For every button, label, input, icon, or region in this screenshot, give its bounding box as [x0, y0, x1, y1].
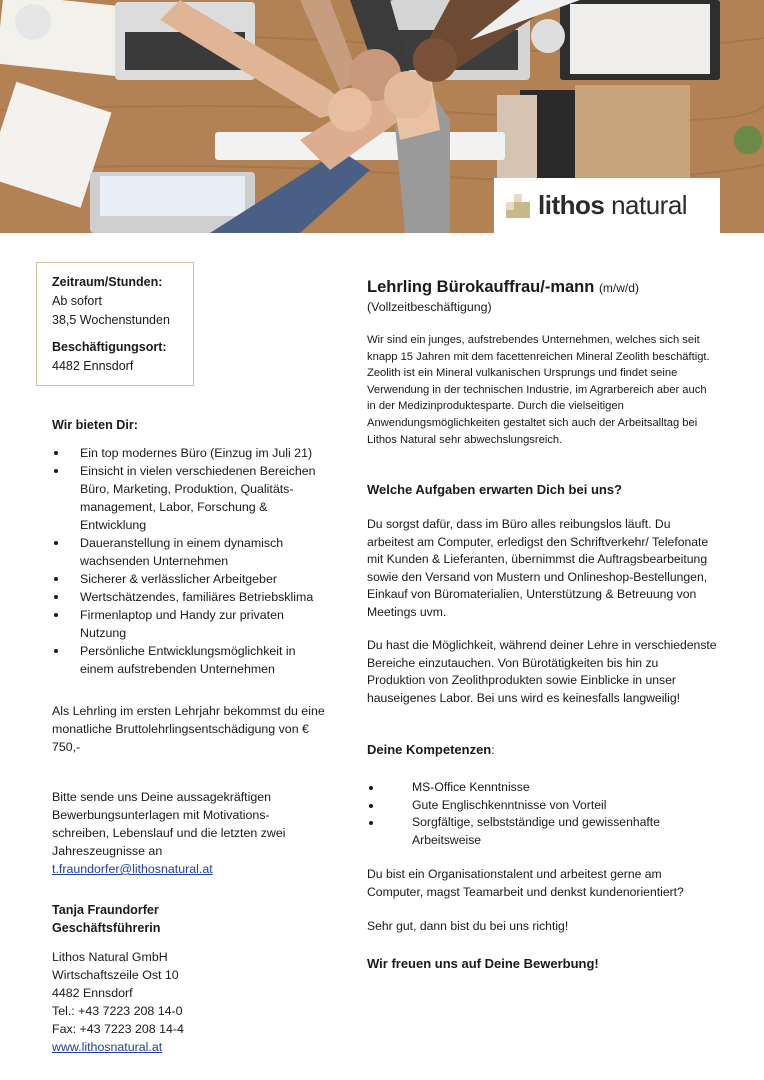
skills-list: [367, 779, 717, 849]
job-header: [367, 276, 717, 317]
list-item: MS-Office Kenntnisse: [367, 779, 717, 797]
skills-heading-row: Deine Kompetenzen:: [367, 742, 495, 757]
list-item: Persönliche Entwicklungsmöglichkeit in einem aufstrebenden Unternehmen: [52, 642, 332, 678]
company-logo: [494, 178, 720, 233]
logo-wordmark: lithos natural: [538, 190, 688, 220]
list-item: Sicherer & verlässlicher Arbeitgeber: [52, 570, 332, 588]
application-email-link[interactable]: t.fraundorfer@lithosnatural.at: [52, 862, 213, 876]
list-item: Daueranstellung in einem dynamisch wachsenden Unternehmen: [52, 534, 332, 570]
closing-call-to-action: Wir freuen uns auf Deine Bewerbung!: [367, 956, 599, 971]
location-value: 4482 Ennsdorf: [52, 359, 134, 373]
benefits-heading: Wir bieten Dir:: [52, 418, 138, 432]
company-address: [52, 948, 332, 1056]
list-item: Sorgfältige, selbstständige und gewissenhafte Arbeitsweise: [367, 814, 717, 849]
company-phone: Tel.: +43 7223 208 14-0: [52, 1004, 183, 1018]
period-label: Zeitraum/Stunden:: [52, 275, 163, 289]
job-title: Lehrling Bürokauffrau/-mann (m/w/d): [367, 278, 639, 296]
period-start: Ab sofort: [52, 294, 103, 308]
application-section: [52, 788, 322, 878]
skills-heading: Deine Kompetenzen: [367, 742, 492, 757]
list-item: Firmenlaptop und Handy zur privaten Nutzung: [52, 606, 332, 642]
location-label: Beschäftigungsort:: [52, 340, 167, 354]
contact-role: Geschäftsführerin: [52, 921, 161, 935]
application-text: Bitte sende uns Deine aussagekräftigen Bewerbungsunterlagen mit Motivations-schreiben, Lebenslauf und die letzten zwei Jahreszeugnisse an: [52, 790, 286, 858]
lithos-logo-icon: [506, 194, 530, 218]
job-facts-box: [36, 262, 194, 386]
tasks-paragraph-1: Du sorgst dafür, dass im Büro alles reibungslos läuft. Du arbeitest am Computer, erledigst den Schriftverkehr/ Telefonate mit Kunden & Lieferanten, übernimmst die Auftragsbearbeitung sowie den Versand von Mustern und Onlineshop-Bestellungen, Einkauf von Büromaterialien, Unterstützung & Betreuung von Meetings uvm.: [367, 517, 709, 619]
salary-text: Als Lehrling im ersten Lehrjahr bekommst du eine monatliche Bruttolehrlingsentschädigung von € 750,-: [52, 704, 325, 754]
skills-closing: Du bist ein Organisationstalent und arbeitest gerne am Computer, magst Teamarbeit und denkst kundenorientiert?: [367, 867, 684, 899]
job-title-suffix: (m/w/d): [598, 281, 639, 295]
benefits-list: [52, 444, 332, 678]
company-name: Lithos Natural GmbH: [52, 950, 168, 964]
list-item: Einsicht in vielen verschiedenen Bereichen Büro, Marketing, Produktion, Qualitäts-management, Labor, Forschung & Entwicklung: [52, 462, 332, 534]
fit-statement: Sehr gut, dann bist du bei uns richtig!: [367, 919, 569, 933]
employment-type: (Vollzeitbeschäftigung): [367, 300, 492, 314]
list-item: Gute Englischkenntnisse von Vorteil: [367, 797, 717, 815]
website-link[interactable]: www.lithosnatural.at: [52, 1040, 163, 1054]
tasks-paragraph-2: Du hast die Möglichkeit, während deiner Lehre in verschiedenste Bereiche einzutauchen. Von Bürotätigkeiten bis hin zu Produktion von Zeolithprodukten sowie Einblicke in unser hauseigenes Labor. Bei uns wird es keinesfalls langweilig!: [367, 638, 717, 705]
company-intro: Wir sind ein junges, aufstrebendes Unternehmen, welches sich seit knapp 15 Jahren mit dem facettenreichen Mineral Zeolith beschäftigt. Zeolith ist ein Mineral vulkanischen Ursprungs und findet seine Verwendung in der technischen Industrie, im Agrarbereich aber auch in der Medizinproduktesparte. Durch die vielseitigen Anwendungsmöglichkeiten gestaltet sich auch der Arbeitsalltag bei Lithos Natural sehr abwechslungsreich.: [367, 334, 710, 446]
period-hours: 38,5 Wochenstunden: [52, 313, 170, 327]
company-street: Wirtschaftszeile Ost 10: [52, 968, 179, 982]
company-fax: Fax: +43 7223 208 14-4: [52, 1022, 184, 1036]
list-item: Wertschätzendes, familiäres Betriebsklima: [52, 588, 332, 606]
contact-name: Tanja Fraundorfer: [52, 903, 159, 917]
tasks-heading: Welche Aufgaben erwarten Dich bei uns?: [367, 482, 622, 497]
benefits-section: [52, 416, 332, 678]
contact-person: [52, 901, 332, 937]
header-photo: [0, 0, 764, 233]
list-item: Ein top modernes Büro (Einzug im Juli 21): [52, 444, 332, 462]
company-city: 4482 Ennsdorf: [52, 986, 133, 1000]
